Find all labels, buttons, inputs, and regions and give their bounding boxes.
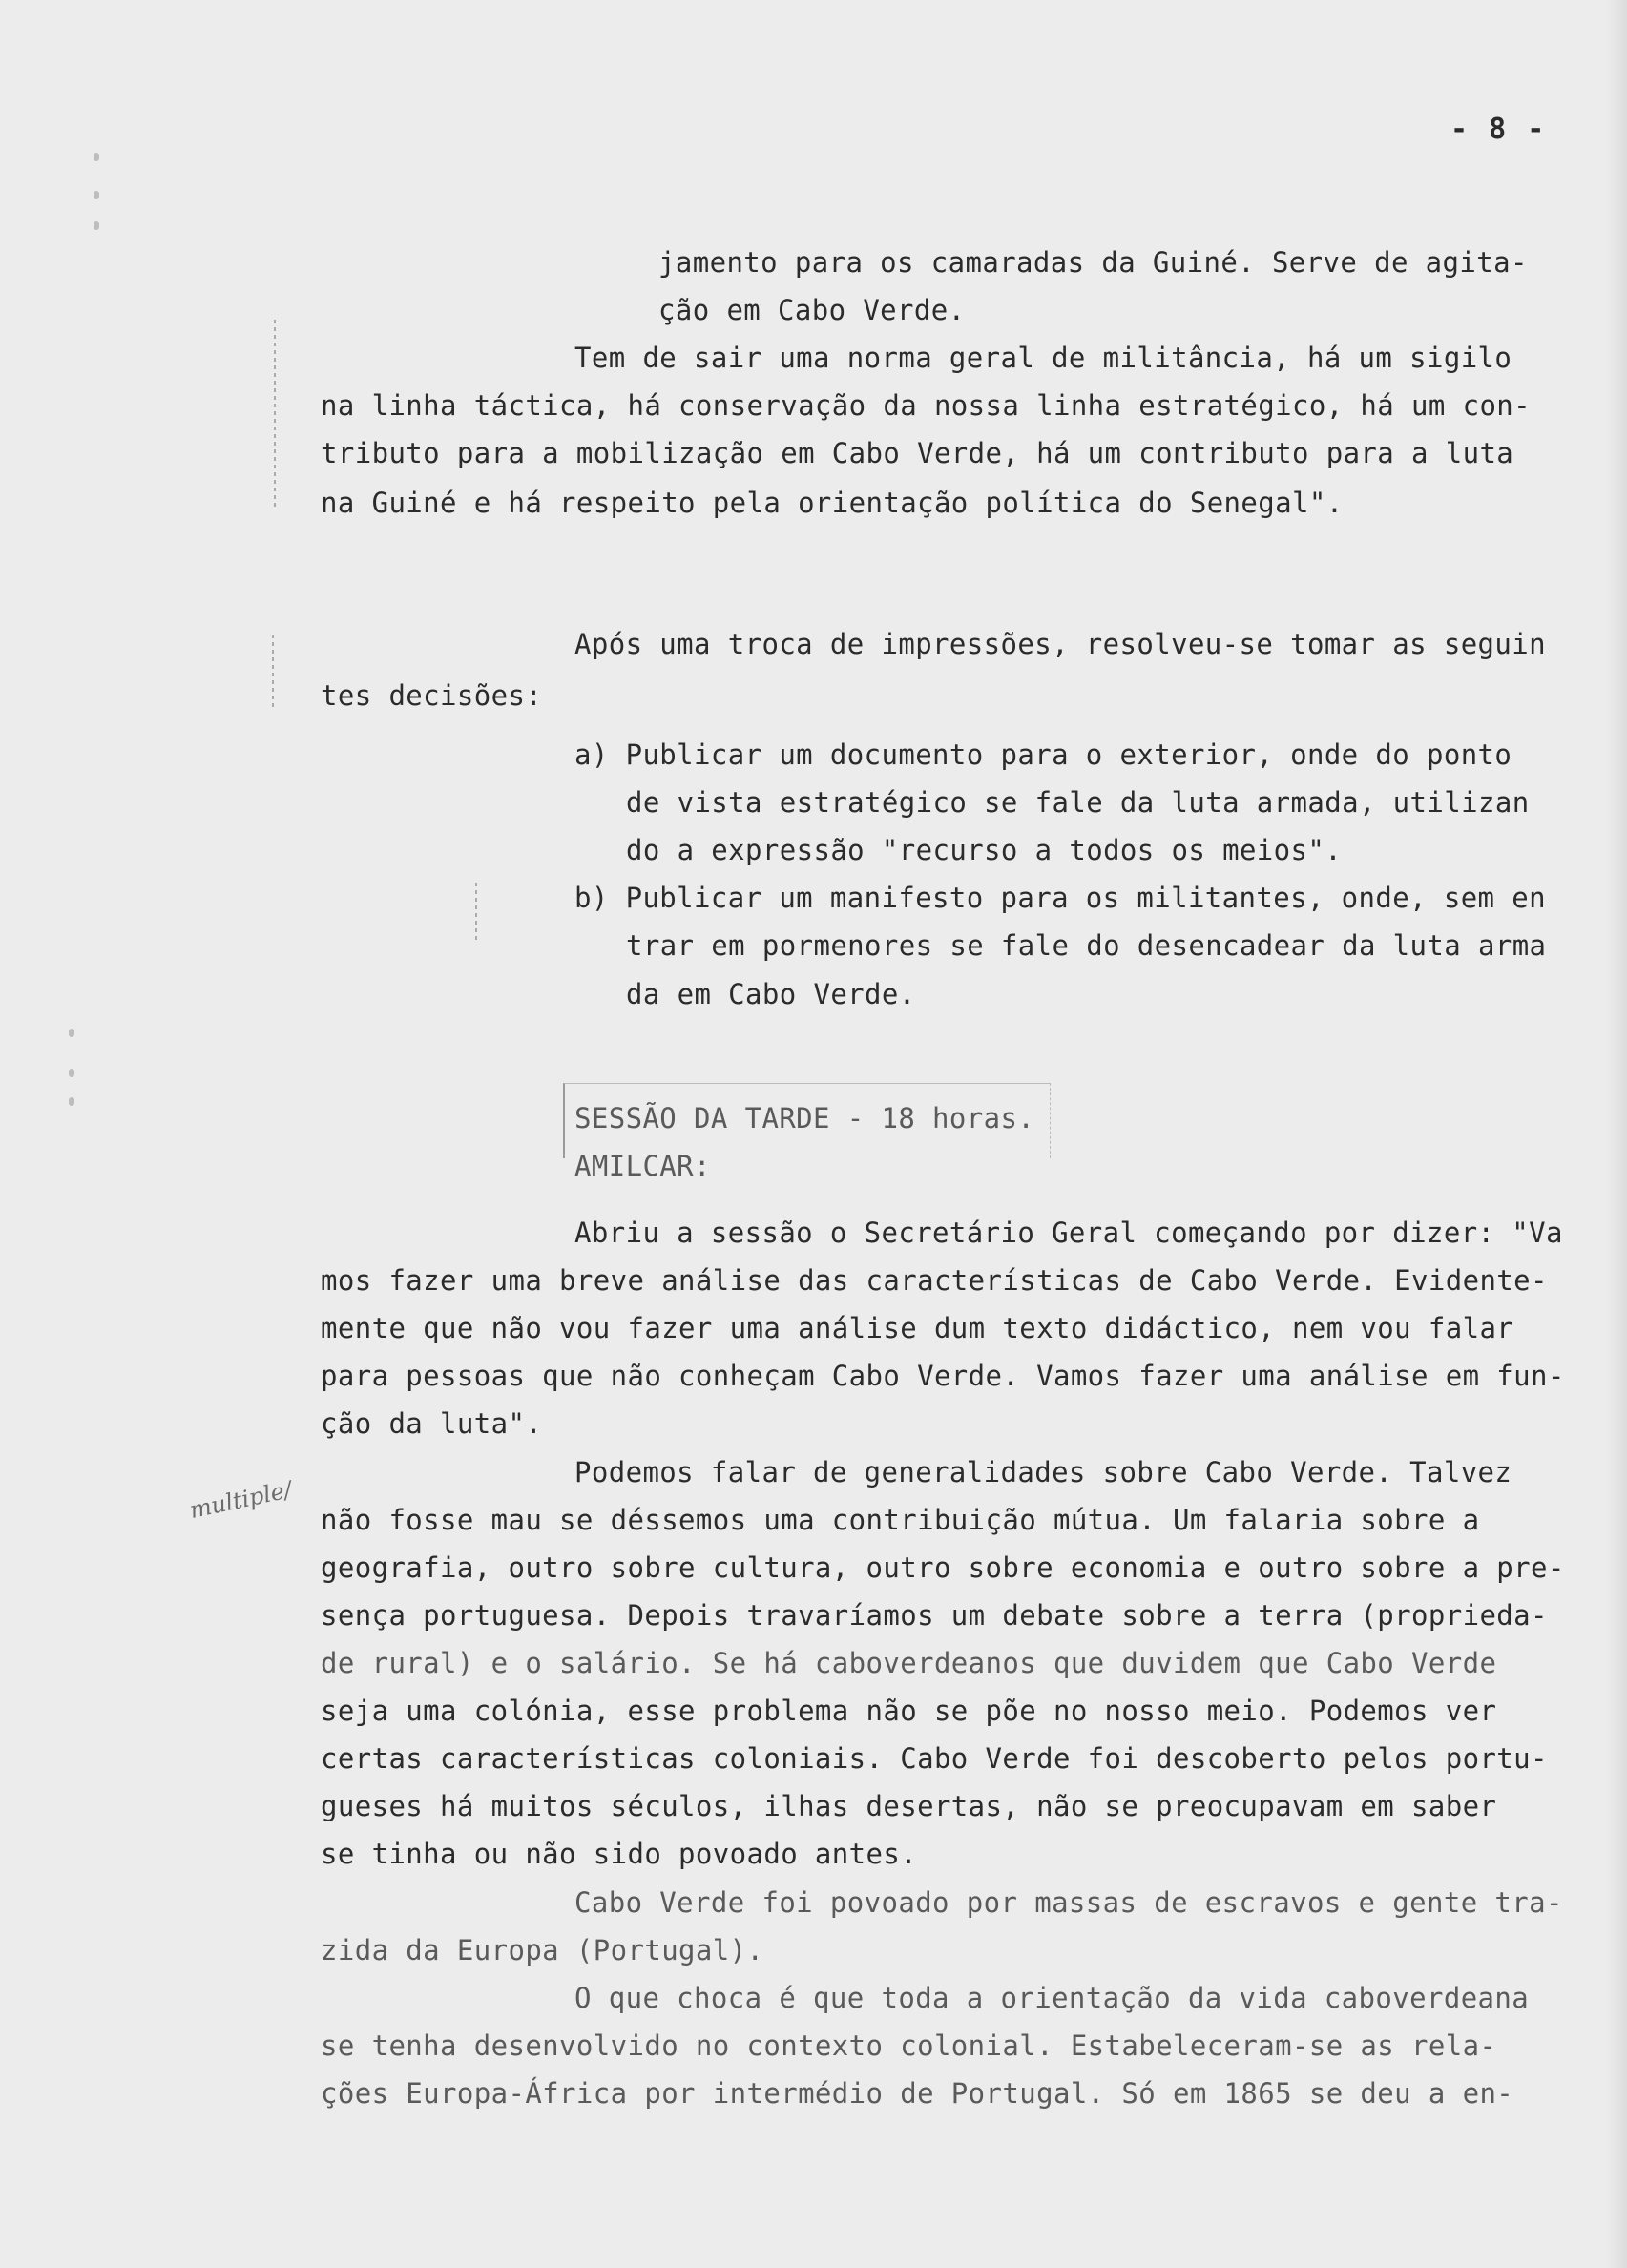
text-line: de vista estratégico se fale da luta armada, utilizan xyxy=(626,786,1530,819)
text-line: jamento para os camaradas da Guiné. Serve de agita- xyxy=(658,246,1528,279)
text-line: sença portuguesa. Depois travaríamos um debate sobre a terra (proprieda- xyxy=(321,1599,1548,1632)
margin-note: multiple/ xyxy=(187,1476,295,1524)
text-line: mente que não vou fazer uma análise dum texto didáctico, nem vou falar xyxy=(321,1312,1514,1344)
text-line: zida da Europa (Portugal). xyxy=(321,1934,764,1966)
text-line: trar em pormenores se fale do desencadear da luta arma xyxy=(626,929,1547,962)
text-line: certas características coloniais. Cabo Verde foi descoberto pelos portu- xyxy=(321,1742,1548,1775)
speaker-label: AMILCAR: xyxy=(574,1150,711,1182)
text-line: Abriu a sessão o Secretário Geral começando por dizer: "Va xyxy=(574,1217,1563,1249)
text-line: Tem de sair uma norma geral de militância, há um sigilo xyxy=(574,342,1512,374)
punch-hole-mark xyxy=(94,153,99,161)
text-line: gueses há muitos séculos, ilhas desertas, não se preocupavam em saber xyxy=(321,1790,1497,1822)
text-line: de rural) e o salário. Se há caboverdeanos que duvidem que Cabo Verde xyxy=(321,1647,1497,1679)
text-line: ção em Cabo Verde. xyxy=(658,294,966,326)
text-line: b) Publicar um manifesto para os militantes, onde, sem en xyxy=(574,882,1546,914)
session-heading: SESSÃO DA TARDE - 18 horas. xyxy=(574,1102,1035,1134)
text-line: na Guiné e há respeito pela orientação política do Senegal". xyxy=(321,487,1344,519)
text-line: do a expressão "recurso a todos os meios". xyxy=(626,834,1343,866)
text-line: na linha táctica, há conservação da nossa linha estratégico, há um con- xyxy=(321,389,1532,422)
text-line: Após uma troca de impressões, resolveu-se tomar as seguin xyxy=(574,628,1546,660)
text-line: geografia, outro sobre cultura, outro sobre economia e outro sobre a pre- xyxy=(321,1551,1565,1584)
punch-hole-mark xyxy=(69,1029,74,1037)
text-line: tributo para a mobilização em Cabo Verde, há um contributo para a luta xyxy=(321,437,1514,469)
text-line: tes decisões: xyxy=(321,679,543,712)
text-line: se tinha ou não sido povoado antes. xyxy=(321,1838,918,1870)
margin-mark xyxy=(475,883,477,940)
text-line: da em Cabo Verde. xyxy=(626,978,916,1010)
page-number: - 8 - xyxy=(1450,113,1547,146)
margin-mark xyxy=(272,635,274,711)
text-line: ções Europa-África por intermédio de Portugal. Só em 1865 se deu a en- xyxy=(321,2077,1514,2110)
text-line: se tenha desenvolvido no contexto colonial. Estabeleceram-se as rela- xyxy=(321,2029,1497,2062)
punch-hole-mark xyxy=(94,221,99,230)
text-line: seja uma colónia, esse problema não se põe no nosso meio. Podemos ver xyxy=(321,1695,1497,1727)
punch-hole-mark xyxy=(69,1069,74,1077)
punch-hole-mark xyxy=(94,191,99,199)
text-line: não fosse mau se déssemos uma contribuição mútua. Um falaria sobre a xyxy=(321,1504,1480,1536)
punch-hole-mark xyxy=(69,1097,74,1106)
text-line: mos fazer uma breve análise das características de Cabo Verde. Evidente- xyxy=(321,1264,1548,1297)
text-line: Podemos falar de generalidades sobre Cabo Verde. Talvez xyxy=(574,1456,1512,1488)
text-line: a) Publicar um documento para o exterior, onde do ponto xyxy=(574,739,1512,771)
text-line: ção da luta". xyxy=(321,1407,543,1440)
margin-mark xyxy=(274,320,276,510)
text-line: para pessoas que não conheçam Cabo Verde. Vamos fazer uma análise em fun- xyxy=(321,1360,1565,1392)
text-line: Cabo Verde foi povoado por massas de escravos e gente tra- xyxy=(574,1886,1563,1919)
text-line: O que choca é que toda a orientação da vida caboverdeana xyxy=(574,1982,1530,2014)
